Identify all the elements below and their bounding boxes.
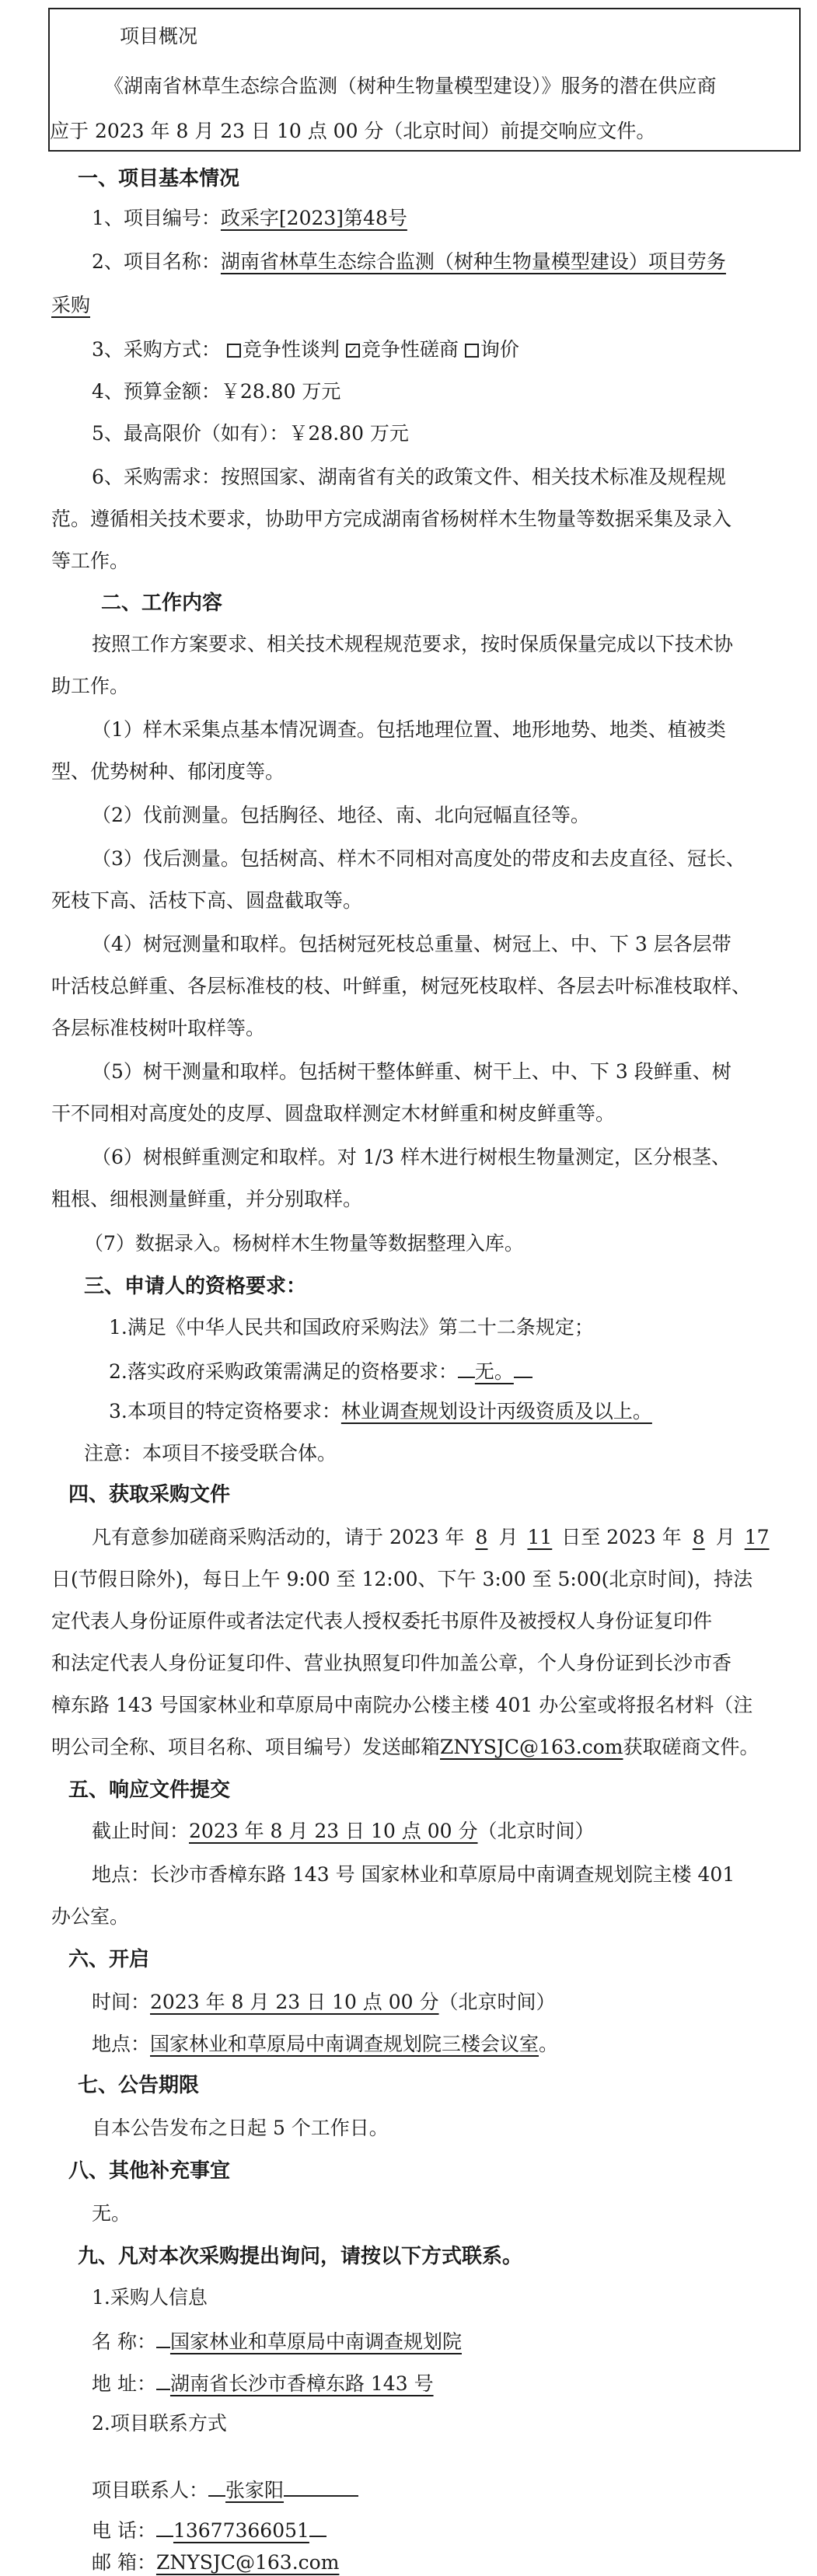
section-heading-submission: 五、响应文件提交 xyxy=(68,1778,231,1802)
work-intro: 按照工作方案要求、相关技术规程规范要求，按时保质保量完成以下技术协 xyxy=(92,633,734,655)
submission-deadline: 截止时间：2023 年 8 月 23 日 10 点 00 分（北京时间） xyxy=(92,1820,595,1842)
qualification-policy-value: 无。 xyxy=(474,1360,514,1383)
contact-phone: 电 话： 13677366051 xyxy=(92,2515,326,2544)
max-price: 5、最高限价（如有）：￥28.80 万元 xyxy=(92,422,409,445)
buyer-info-title: 1.采购人信息 xyxy=(92,2286,208,2309)
work-item: 叶活枝总鲜重、各层标准枝的枝、叶鲜重，树冠死枝取样、各层去叶标准枝取样、 xyxy=(51,975,752,997)
obtain-paragraph: 和法定代表人身份证复印件、营业执照复印件加盖公章，个人身份证到长沙市香 xyxy=(51,1652,732,1674)
opening-time-value: 2023 年 8 月 23 日 10 点 00 分 xyxy=(150,1991,439,2013)
buyer-name-value: 国家林业和草原局中南调查规划院 xyxy=(169,2330,462,2353)
section-heading-basic-info: 一、项目基本情况 xyxy=(78,167,240,190)
qualification-specific-value: 林业调查规划设计丙级资质及以上。 xyxy=(340,1400,652,1422)
requirement-text: 范。遵循相关技术要求，协助甲方完成湖南省杨树样木生物量等数据采集及录入 xyxy=(51,508,732,530)
project-number: 1、项目编号：政采字[2023]第48号 xyxy=(92,207,407,229)
contact-phone-value[interactable]: 13677366051 xyxy=(173,2519,309,2542)
submission-place: 办公室。 xyxy=(51,1905,130,1928)
work-item: （5）树干测量和取样。包括树干整体鲜重、树干上、中、下 3 段鲜重、树 xyxy=(92,1060,731,1083)
registration-email-link[interactable]: ZNYSJC@163.com xyxy=(440,1736,623,1758)
requirement-text: 6、采购需求：按照国家、湖南省有关的政策文件、相关技术标准及规程规 xyxy=(92,466,726,488)
work-item: 干不同相对高度处的皮厚、圆盘取样测定木材鲜重和树皮鲜重等。 xyxy=(51,1102,616,1125)
overview-box xyxy=(48,8,801,152)
obtain-paragraph: 日(节假日除外)，每日上午 9:00 至 12:00、下午 3:00 至 5:00(北京时间)，持法 xyxy=(51,1568,753,1590)
other-text: 无。 xyxy=(92,2202,131,2225)
checkbox-inquiry[interactable] xyxy=(465,344,479,358)
check-icon: ✓ xyxy=(347,343,358,358)
notice-period-text: 自本公告发布之日起 5 个工作日。 xyxy=(92,2117,389,2139)
qualification-item: 1.满足《中华人民共和国政府采购法》第二十二条规定； xyxy=(109,1316,594,1339)
section-heading-other: 八、其他补充事宜 xyxy=(68,2159,231,2183)
buyer-name: 名 称： 国家林业和草原局中南调查规划院 xyxy=(92,2326,462,2355)
opening-time: 时间：2023 年 8 月 23 日 10 点 00 分（北京时间） xyxy=(92,1991,556,2013)
contact-email-value[interactable]: ZNYSJC@163.com xyxy=(155,2551,340,2574)
work-intro: 助工作。 xyxy=(51,675,130,697)
overview-line: 《湖南省林草生态综合监测（树种生物量模型建设）》服务的潜在供应商 xyxy=(104,75,717,97)
overview-title: 项目概况 xyxy=(120,25,198,47)
contact-title: 2.项目联系方式 xyxy=(92,2412,227,2435)
work-item: （1）样木采集点基本情况调查。包括地理位置、地形地势、地类、植被类 xyxy=(92,718,726,741)
budget-amount: 4、预算金额：￥28.80 万元 xyxy=(92,380,341,403)
work-item: 型、优势树种、郁闭度等。 xyxy=(51,760,285,783)
project-name-cont: 采购 xyxy=(51,294,91,316)
contact-person-value: 张家阳 xyxy=(225,2479,285,2501)
buyer-address-value: 湖南省长沙市香樟东路 143 号 xyxy=(169,2372,434,2395)
qualification-item: 3.本项目的特定资格要求：林业调查规划设计丙级资质及以上。 xyxy=(109,1400,652,1422)
submission-place: 地点：长沙市香樟东路 143 号 国家林业和草原局中南调查规划院主楼 401 xyxy=(92,1863,735,1886)
work-item: 各层标准枝树叶取样等。 xyxy=(51,1017,266,1039)
work-item: （2）伐前测量。包括胸径、地径、南、北向冠幅直径等。 xyxy=(92,804,590,826)
overview-line: 应于 2023 年 8 月 23 日 10 点 00 分（北京时间）前提交响应文件。 xyxy=(50,120,656,142)
section-heading-obtain-documents: 四、获取采购文件 xyxy=(68,1483,231,1506)
work-item: （7）数据录入。杨树样木生物量等数据整理入库。 xyxy=(84,1232,524,1255)
obtain-paragraph: 凡有意参加磋商采购活动的，请于 2023 年 8 月 11 日至 2023 年 8 月 17 xyxy=(92,1526,770,1548)
requirement-text: 等工作。 xyxy=(51,550,130,572)
submission-deadline-value: 2023 年 8 月 23 日 10 点 00 分 xyxy=(189,1820,478,1842)
work-item: （4）树冠测量和取样。包括树冠死枝总重量、树冠上、中、下 3 层各层带 xyxy=(92,933,731,955)
section-heading-qualifications: 三、申请人的资格要求： xyxy=(84,1275,307,1298)
work-item: 粗根、细根测量鲜重，并分别取样。 xyxy=(51,1188,363,1210)
opening-place-value: 国家林业和草原局中南调查规划院三楼会议室 xyxy=(150,2033,539,2055)
consortium-note: 注意：本项目不接受联合体。 xyxy=(84,1442,337,1464)
checkbox-consultation[interactable] xyxy=(346,344,360,358)
contact-email: 邮 箱：ZNYSJC@163.com xyxy=(92,2551,340,2574)
section-heading-opening: 六、开启 xyxy=(68,1948,150,1971)
project-name: 2、项目名称：湖南省林草生态综合监测（树种生物量模型建设）项目劳务 xyxy=(92,250,726,273)
obtain-paragraph: 樟东路 143 号国家林业和草原局中南院办公楼主楼 401 办公室或将报名材料（注 xyxy=(51,1694,753,1716)
work-item: （6）树根鲜重测定和取样。对 1/3 样木进行树根生物量测定，区分根茎、 xyxy=(92,1146,731,1168)
section-heading-contact: 九、凡对本次采购提出询问，请按以下方式联系。 xyxy=(78,2245,523,2268)
contact-person: 项目联系人： 张家阳 xyxy=(92,2475,358,2504)
buyer-address: 地 址： 湖南省长沙市香樟东路 143 号 xyxy=(92,2368,434,2397)
section-heading-work-content: 二、工作内容 xyxy=(101,592,223,615)
project-name-value: 湖南省林草生态综合监测（树种生物量模型建设）项目劳务 xyxy=(220,250,726,273)
opening-place: 地点：国家林业和草原局中南调查规划院三楼会议室。 xyxy=(92,2033,559,2055)
checkbox-negotiation[interactable] xyxy=(227,344,241,358)
work-item: 死枝下高、活枝下高、圆盘截取等。 xyxy=(51,889,363,912)
work-item: （3）伐后测量。包括树高、样木不同相对高度处的带皮和去皮直径、冠长、 xyxy=(92,847,745,870)
obtain-paragraph: 定代表人身份证原件或者法定代表人授权委托书原件及被授权人身份证复印件 xyxy=(51,1610,713,1632)
obtain-paragraph: 明公司全称、项目名称、项目编号）发送邮箱ZNYSJC@163.com获取磋商文件。 xyxy=(51,1736,759,1758)
procurement-method: 3、采购方式： 竞争性谈判 ✓ 竞争性磋商 询价 xyxy=(92,338,519,361)
qualification-item: 2.落实政府采购政策需满足的资格要求： 无。 xyxy=(109,1356,532,1385)
section-heading-notice-period: 七、公告期限 xyxy=(78,2074,200,2097)
project-number-value: 政采字[2023]第48号 xyxy=(220,207,407,229)
